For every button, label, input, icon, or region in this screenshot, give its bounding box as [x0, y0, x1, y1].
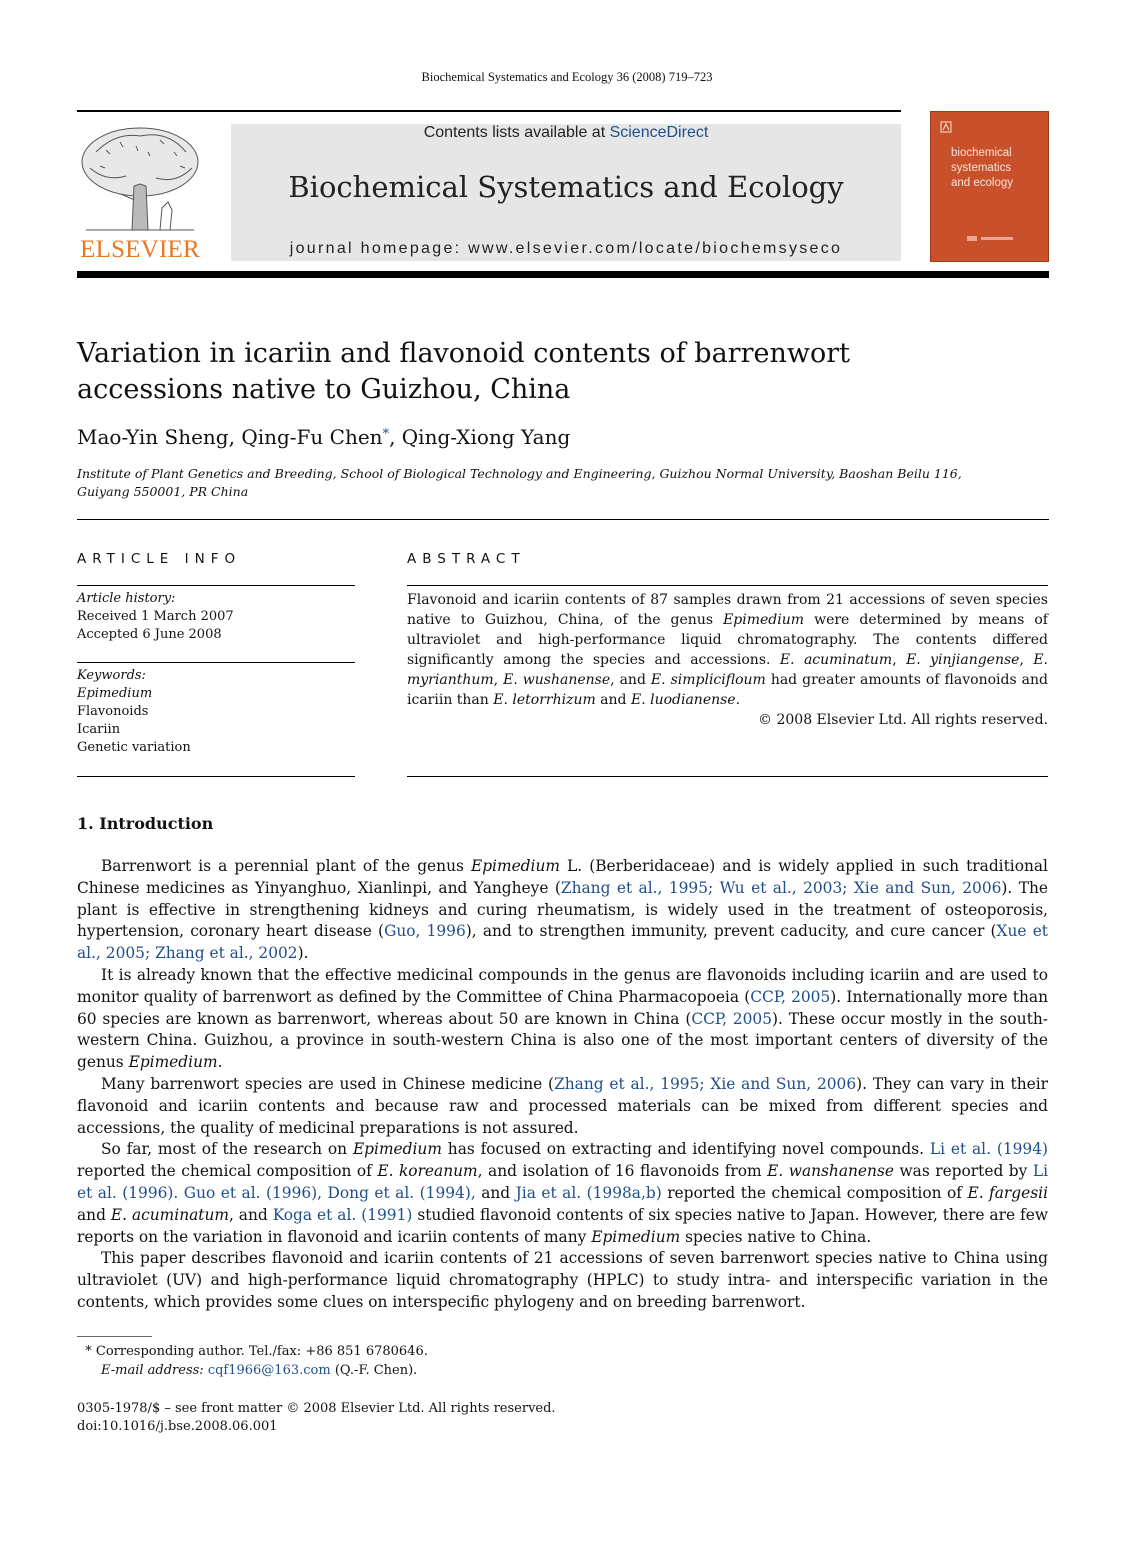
article-info-heading: ARTICLE INFO — [77, 551, 242, 567]
footnote-mark: * — [85, 1344, 92, 1359]
elsevier-tree-icon — [76, 122, 204, 234]
journal-homepage[interactable]: journal homepage: www.elsevier.com/locate/biochemsyseco — [289, 240, 843, 257]
keyword-item: Flavonoids — [77, 704, 149, 719]
citation-link[interactable]: Jia et al. (1998a,b) — [515, 1183, 662, 1202]
header-top-rule — [77, 110, 901, 112]
elsevier-wordmark: ELSEVIER — [80, 236, 200, 263]
intro-paragraph-3: Many barrenwort species are used in Chinese medicine (Zhang et al., 1995; Xie and Sun, 2006). They can vary in their flavonoid and icariin contents and because raw and processed materials can be mixed from different species and accessions, the quality of medicinal preparations is not assured. — [77, 1074, 1048, 1137]
keywords-rule — [77, 662, 355, 663]
keyword-item: Epimedium — [77, 686, 153, 701]
cover-elsevier-mark-icon — [939, 120, 953, 134]
elsevier-logo — [76, 122, 204, 264]
corresponding-author-mark[interactable]: * — [382, 427, 390, 442]
affiliation-line1: Institute of Plant Genetics and Breeding, School of Biological Technology and Engineering, Guizhou Normal University, Baoshan Beilu 116, — [77, 466, 962, 481]
footnote-email-line: E-mail address: cqf1966@163.com (Q.-F. Chen). — [101, 1363, 418, 1378]
journal-banner — [231, 124, 901, 261]
article-title — [77, 336, 977, 408]
cover-title-line2: systematics — [951, 162, 1012, 174]
intro-paragraph-4: So far, most of the research on Epimedium has focused on extracting and identifying novel compounds. Li et al. (1994) reported the chemical composition of E. koreanum, and isolation of 16 flavonoids from E. wanshanense was reported by Li et al. (1996). Guo et al. (1996), Dong et al. (1994), and Jia et al. (1998a,b) reported the chemical composition of E. fargesii and E. acuminatum, and Koga et al. (1991) studied flavonoid contents of six species native to Japan. However, there are few reports on the variation in flavonoid and icariin contents of many Epimedium species native to China. — [77, 1140, 1049, 1246]
footnote-contact: * Corresponding author. Tel./fax: +86 851 6780646. — [85, 1344, 428, 1359]
citation-link[interactable]: Li et al. (1994) — [929, 1140, 1049, 1159]
citation-link[interactable]: Li et al. (1996). Guo et al. (1996), Dong et al. (1994), — [77, 1162, 1049, 1202]
journal-cover-thumbnail — [930, 111, 1049, 262]
citation-link[interactable]: CCP, 2005 — [750, 987, 831, 1006]
intro-paragraph-5: This paper describes flavonoid and icariin contents of 21 accessions of seven barrenwort species native to China using ultraviolet (UV) and high-performance liquid chromatography (HPLC) to study intra- and interspecific variation in the contents, which provides some clues on interspecific phylogeny and on breeding barrenwort. — [77, 1249, 1048, 1311]
accepted-date: Accepted 6 June 2008 — [77, 627, 222, 642]
cover-publisher-mark-icon — [967, 234, 1015, 242]
citation-link[interactable]: Koga et al. (1991) — [272, 1205, 413, 1224]
keywords-label: Keywords: — [77, 668, 146, 683]
abstract-rule — [407, 585, 1048, 586]
citation-link[interactable]: Zhang et al., 1995; Wu et al., 2003; Xie and Sun, 2006 — [560, 878, 1002, 897]
introduction-body — [77, 856, 1048, 1314]
affiliation — [77, 465, 977, 501]
affiliation-line2: Guiyang 550001, PR China — [77, 484, 249, 499]
abstract-paragraph: Flavonoid and icariin contents of 87 samples drawn from 21 accessions of seven species native to Guizhou, China, of the genus Epimedium were determined by means of ultraviolet and high-performance liquid chromatography. The contents differed significantly among the species and accessions. E. acuminatum, E. yinjiangense, E. myrianthum, E. wushanense, and E. simplicifloum had greater amounts of flavonoids and icariin than E. letorrhizum and E. luodianense. — [407, 592, 1048, 708]
keywords-block — [77, 667, 191, 757]
intro-paragraph-1: Barrenwort is a perennial plant of the genus Epimedium L. (Berberidaceae) and is widely applied in such traditional Chinese medicines as Yinyanghuo, Xianlinpi, and Yangheye (Zhang et al., 1995; Wu et al., 2003; Xie and Sun, 2006). The plant is effective in strengthening kidneys and curing rheumatism, is widely used in the treatment of osteoporosis, hypertension, coronary heart disease (Guo, 1996), and to strengthen immunity, prevent caducity, and cure cancer (Xue et al., 2005; Zhang et al., 2002). — [77, 857, 1048, 963]
title-block-rule — [77, 519, 1049, 520]
citation-link[interactable]: Zhang et al., 1995; Xie and Sun, 2006 — [554, 1074, 857, 1093]
author-yang: , Qing-Xiong Yang — [389, 425, 571, 449]
article-history — [77, 590, 234, 644]
abstract-body — [407, 590, 1048, 730]
contents-prefix: Contents lists available at — [423, 124, 610, 141]
article-title-line1: Variation in icariin and flavonoid contents of barrenwort — [77, 338, 850, 369]
section-heading-introduction: 1. Introduction — [77, 814, 214, 833]
intro-paragraph-2: It is already known that the effective medicinal compounds in the genus are flavonoids including icariin and are used to monitor quality of barrenwort as defined by the Committee of China Pharmacopoeia (CCP, 2005). Internationally more than 60 species are known as barrenwort, whereas about 50 are known in China (CCP, 2005). These occur mostly in the south-western China. Guizhou, a province in south-western China is also one of the most important centers of diversity of the genus Epimedium. — [77, 965, 1048, 1072]
journal-title: Biochemical Systematics and Ecology — [288, 170, 844, 204]
cover-title-line3: and ecology — [951, 177, 1014, 189]
abstract-copyright: © 2008 Elsevier Ltd. All rights reserved. — [758, 712, 1048, 728]
abstract-bottom-rule — [407, 776, 1048, 777]
author-list — [77, 425, 570, 449]
keyword-item: Genetic variation — [77, 740, 191, 755]
keyword-item: Icariin — [77, 722, 121, 737]
author-chen: Qing-Fu Chen — [241, 425, 383, 449]
article-info-bottom-rule — [77, 776, 355, 777]
author-sheng: Mao-Yin Sheng, — [77, 425, 242, 449]
abstract-heading: ABSTRACT — [407, 551, 526, 567]
front-matter-info — [77, 1400, 977, 1436]
article-title-line2: accessions native to Guizhou, China — [77, 374, 571, 405]
cover-title-line1: biochemical — [951, 147, 1012, 159]
sciencedirect-link[interactable]: ScienceDirect — [609, 124, 709, 141]
doi-line[interactable]: doi:10.1016/j.bse.2008.06.001 — [77, 1419, 278, 1434]
issn-line: 0305-1978/$ – see front matter © 2008 Elsevier Ltd. All rights reserved. — [77, 1401, 556, 1416]
article-info-rule — [77, 585, 355, 586]
footnote-rule — [77, 1336, 152, 1337]
citation-link[interactable]: Xue et al., 2005; Zhang et al., 2002 — [77, 922, 1048, 963]
running-head: Biochemical Systematics and Ecology 36 (2008) 719–723 — [421, 70, 713, 84]
article-history-label: Article history: — [77, 591, 176, 606]
header-bottom-rule — [77, 271, 1049, 278]
citation-link[interactable]: CCP, 2005 — [691, 1009, 773, 1028]
author-email-link[interactable]: cqf1966@163.com — [207, 1363, 331, 1378]
received-date: Received 1 March 2007 — [77, 609, 234, 624]
contents-availability — [231, 124, 901, 142]
citation-link[interactable]: Guo, 1996 — [384, 922, 466, 941]
corresponding-author-footnote — [77, 1342, 977, 1380]
